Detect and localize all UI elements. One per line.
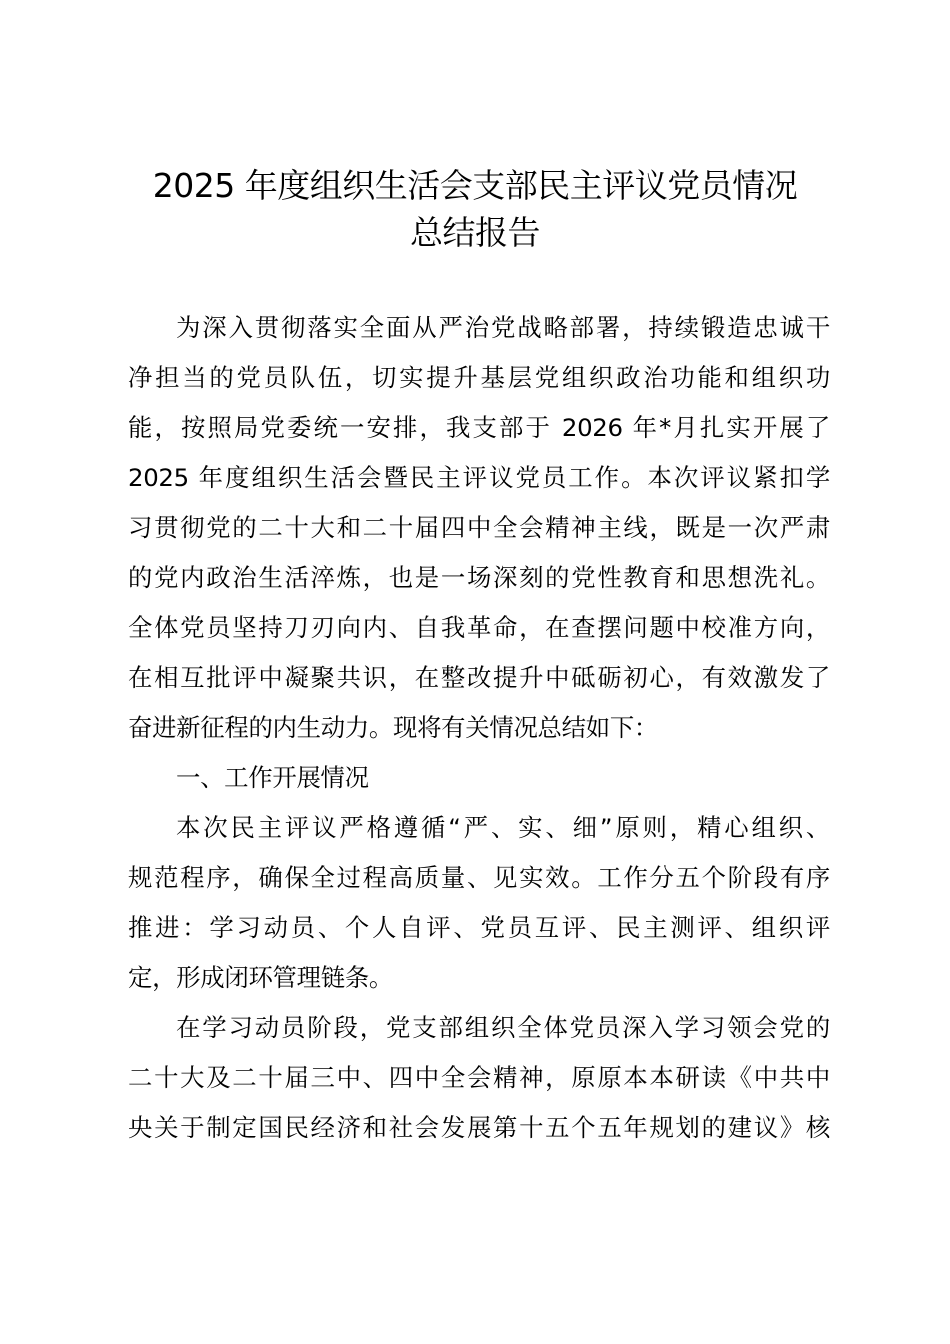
text-line: 为深入贯彻落实全面从严治党战略部署，持续锻造忠诚干 [176, 313, 830, 342]
text-line: 在相互批评中凝聚共识，在整改提升中砥砺初心，有效激发了 [128, 663, 830, 692]
text-line: 的党内政治生活淬炼，也是一场深刻的党性教育和思想洗礼。 [128, 563, 830, 592]
text-line: 奋进新征程的内生动力。现将有关情况总结如下： [128, 713, 658, 742]
title-line-2: 总结报告 [410, 213, 540, 252]
text-line: 规范程序，确保全过程高质量、见实效。工作分五个阶段有序 [128, 863, 830, 892]
text-line: 能，按照局党委统一安排，我支部于 2026 年*月扎实开展了 [128, 413, 830, 442]
section-heading: 一、工作开展情况 [176, 763, 369, 792]
text-line: 全体党员坚持刀刃向内、自我革命，在查摆问题中校准方向， [128, 613, 830, 642]
text-line: 央关于制定国民经济和社会发展第十五个五年规划的建议》核 [128, 1113, 830, 1142]
text-line: 净担当的党员队伍，切实提升基层党组织政治功能和组织功 [128, 363, 830, 392]
text-line: 在学习动员阶段，党支部组织全体党员深入学习领会党的 [176, 1013, 830, 1042]
text-line: 2025 年度组织生活会暨民主评议党员工作。本次评议紧扣学 [128, 463, 830, 492]
text-line: 定，形成闭环管理链条。 [128, 963, 393, 992]
text-line: 二十大及二十届三中、四中全会精神，原原本本研读《中共中 [128, 1063, 830, 1092]
text-line: 推进：学习动员、个人自评、党员互评、民主测评、组织评 [128, 913, 830, 942]
text-line: 习贯彻党的二十大和二十届四中全会精神主线，既是一次严肃 [128, 513, 830, 542]
text-line: 本次民主评议严格遵循“严、实、细”原则，精心组织、 [176, 813, 830, 842]
title-line-1: 2025 年度组织生活会支部民主评议党员情况 [152, 166, 798, 205]
